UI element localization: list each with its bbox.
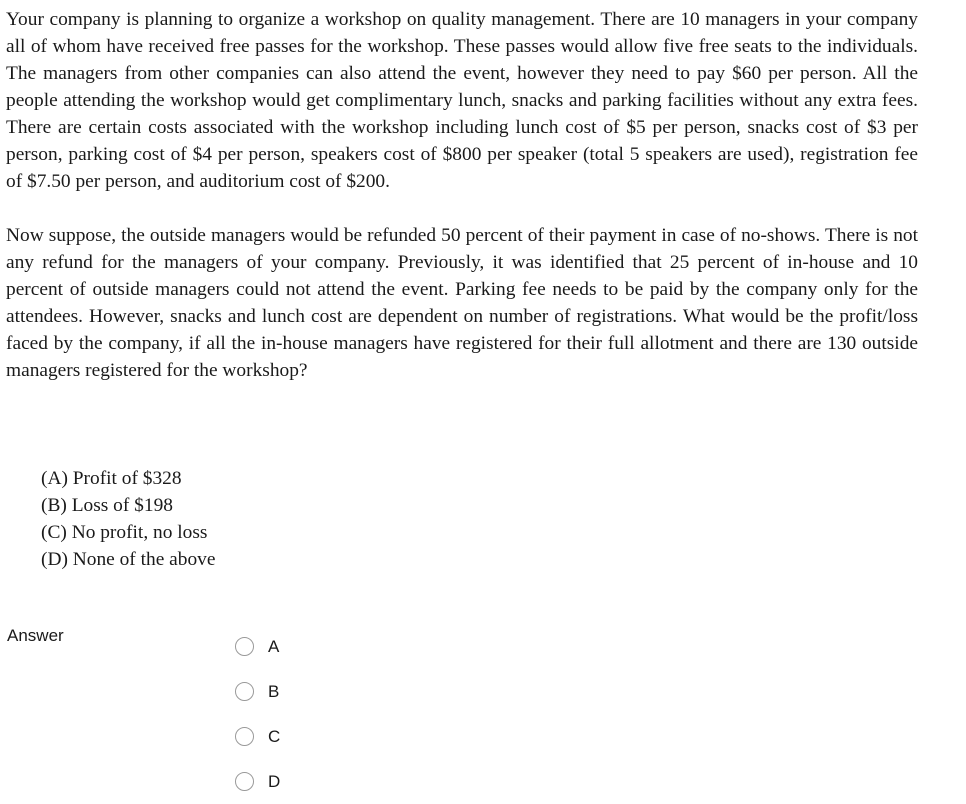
options-list: [41, 465, 215, 573]
option-b-text: (B) Loss of $198: [41, 495, 173, 516]
question-paragraph-1: Your company is planning to organize a workshop on quality management. There are 10 managers in your company all of whom have received free passes for the workshop. These passes would allow five free seats to the individuals. The managers from other companies can also attend the event, however they need to pay $60 per person. All the people attending the workshop would get complimentary lunch, snacks and parking facilities without any extra fees. There are certain costs associated with the workshop including lunch cost of $5 per person, snacks cost of $3 per person, parking cost of $4 per person, speakers cost of $800 per speaker (total 5 speakers are used), registration fee of $7.50 per person, and auditorium cost of $200.: [6, 9, 918, 192]
radio-b[interactable]: [235, 682, 254, 701]
option-c-text: (C) No profit, no loss: [41, 522, 208, 543]
question-paragraph-2: Now suppose, the outside managers would be refunded 50 percent of their payment in case of no-shows. There is not any refund for the managers of your company. Previously, it was identified that 25 percent of in-house and 10 percent of outside managers could not attend the event. Parking fee needs to be paid by the company only for the attendees. However, snacks and lunch cost are dependent on number of registrations. What would be the profit/loss faced by the company, if all the in-house managers have registered for their full allotment and there are 130 outside managers registered for the workshop?: [6, 225, 918, 381]
option-d-text: (D) None of the above: [41, 549, 216, 570]
radio-a[interactable]: [235, 637, 254, 656]
answer-choice-a[interactable]: [235, 624, 280, 669]
option-a-text: (A) Profit of $328: [41, 468, 182, 489]
choice-a-label[interactable]: A: [268, 636, 280, 656]
choice-c-label[interactable]: C: [268, 726, 281, 746]
answer-radio-group: [235, 624, 280, 804]
choice-b-label[interactable]: B: [268, 681, 280, 701]
answer-choice-c[interactable]: [235, 714, 280, 759]
answer-choice-b[interactable]: [235, 669, 280, 714]
answer-choice-d[interactable]: [235, 759, 280, 804]
radio-c[interactable]: [235, 727, 254, 746]
answer-label: Answer: [7, 626, 64, 645]
choice-d-label[interactable]: D: [268, 771, 281, 791]
question-text: [6, 6, 918, 411]
radio-d[interactable]: [235, 772, 254, 791]
